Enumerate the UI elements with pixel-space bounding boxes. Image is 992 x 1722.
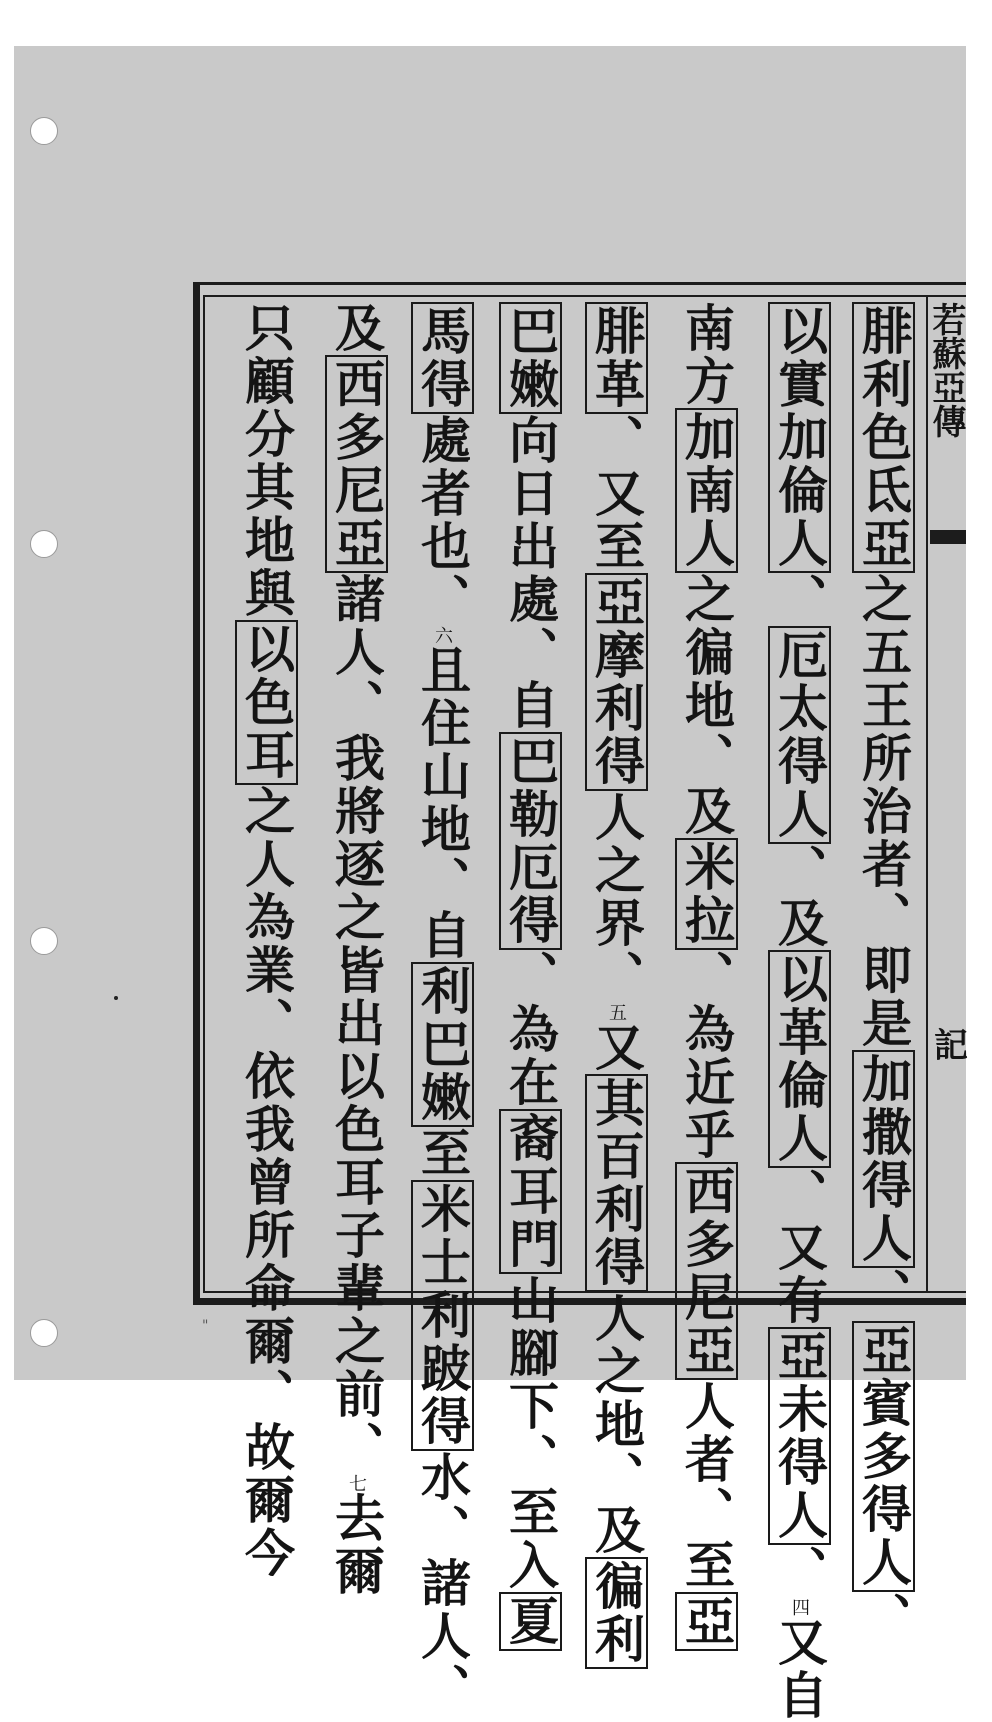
proper-name-box: 亞未得人	[768, 1327, 831, 1545]
text-run: 之五王所治者、即是	[854, 573, 913, 1050]
proper-name-box: 以革倫人	[768, 950, 831, 1168]
proper-name-box: 厄太得人	[768, 626, 831, 844]
text-run: 、為近乎	[677, 950, 736, 1162]
verse-number: 六	[432, 626, 453, 644]
proper-name-box: 腓革	[585, 302, 648, 414]
text-column-4	[576, 302, 656, 1669]
text-run: 至	[413, 1127, 472, 1180]
text-run: 、	[770, 1545, 829, 1598]
text-run: 且住山地、自	[413, 644, 472, 962]
text-run: 、又有	[770, 1168, 829, 1327]
text-run: 水、諸人、	[413, 1451, 472, 1716]
proper-name-box: 米拉	[675, 838, 738, 950]
text-run: 諸人、我將逐之皆出	[327, 573, 386, 1050]
verse-number: 七	[346, 1474, 367, 1492]
text-run: 、及	[770, 844, 829, 950]
text-run: 向日出處、自	[501, 414, 560, 732]
text-run: 人者、至	[677, 1380, 736, 1592]
proper-name-box: 亞摩利得	[585, 573, 648, 791]
text-run: 人之界、	[587, 791, 646, 1003]
text-run: 、	[854, 1268, 913, 1321]
text-run: 之徧地、及	[677, 573, 736, 838]
text-run: 處者也、	[413, 414, 472, 626]
proper-name-box: 徧利	[585, 1557, 648, 1669]
text-run: 又自	[770, 1616, 829, 1722]
text-run: 人之地、及	[587, 1292, 646, 1557]
book-title-fragment: 若蘇亞傳	[926, 302, 966, 438]
text-run: 去爾	[327, 1492, 386, 1598]
text-column-1	[843, 302, 923, 1645]
proper-name-box: 夏	[499, 1592, 562, 1651]
proper-name-box: 馬得	[411, 302, 474, 414]
proper-name-box: 米士利跛得	[411, 1180, 474, 1451]
proper-name-box: 西多尼亞	[325, 355, 388, 573]
margin-fishtail-band	[930, 530, 966, 544]
proper-name-box: 利巴嫩	[411, 962, 474, 1127]
text-run: 、	[770, 573, 829, 626]
text-run: 之人為業、依我曾所命爾、故爾今	[237, 785, 296, 1580]
proper-name-box: 其百利得	[585, 1074, 648, 1292]
text-run: 又	[587, 1021, 646, 1074]
margin-rule	[926, 295, 928, 1293]
text-column-8	[226, 302, 306, 1580]
proper-name-box: 以實加倫人	[768, 302, 831, 573]
text-column-5	[490, 302, 570, 1651]
text-run: 子輩之前、	[327, 1209, 386, 1474]
binder-hole-2	[30, 530, 58, 558]
chapter-label: 記	[934, 1026, 968, 1066]
text-column-6	[402, 302, 482, 1716]
text-run: 、為在	[501, 950, 560, 1109]
text-run: 及	[327, 302, 386, 355]
proper-name-box: 腓利色氐亞	[852, 302, 915, 573]
proper-name-box: 亞賓多得人	[852, 1321, 915, 1592]
proper-name-box: 加南人	[675, 408, 738, 573]
verse-number: 四	[789, 1598, 810, 1616]
proper-name-box: 西多尼亞	[675, 1162, 738, 1380]
text-run: 、	[854, 1592, 913, 1645]
text-column-7	[316, 302, 396, 1598]
proper-name-box: 裔耳門	[499, 1109, 562, 1274]
proper-name-box: 巴勒厄得	[499, 732, 562, 950]
proper-name-box: 加撒得人	[852, 1050, 915, 1268]
text-run: 以色耳	[327, 1050, 386, 1209]
proper-name-box: 以色耳	[235, 620, 298, 785]
binder-hole-1	[30, 117, 58, 145]
page-mark: "	[202, 1318, 209, 1334]
proper-name-box: 亞	[675, 1592, 738, 1651]
binder-hole-4	[30, 1319, 58, 1347]
text-column-2	[759, 302, 839, 1722]
text-run: 、又至	[587, 414, 646, 573]
text-run: 南方	[677, 302, 736, 408]
text-column-3	[666, 302, 746, 1651]
text-run: 只顧分其地與	[237, 302, 296, 620]
verse-number: 五	[606, 1003, 627, 1021]
proper-name-box: 巴嫩	[499, 302, 562, 414]
text-run: 山腳下、至入	[501, 1274, 560, 1592]
dust-speck	[114, 996, 118, 1000]
binder-hole-3	[30, 927, 58, 955]
